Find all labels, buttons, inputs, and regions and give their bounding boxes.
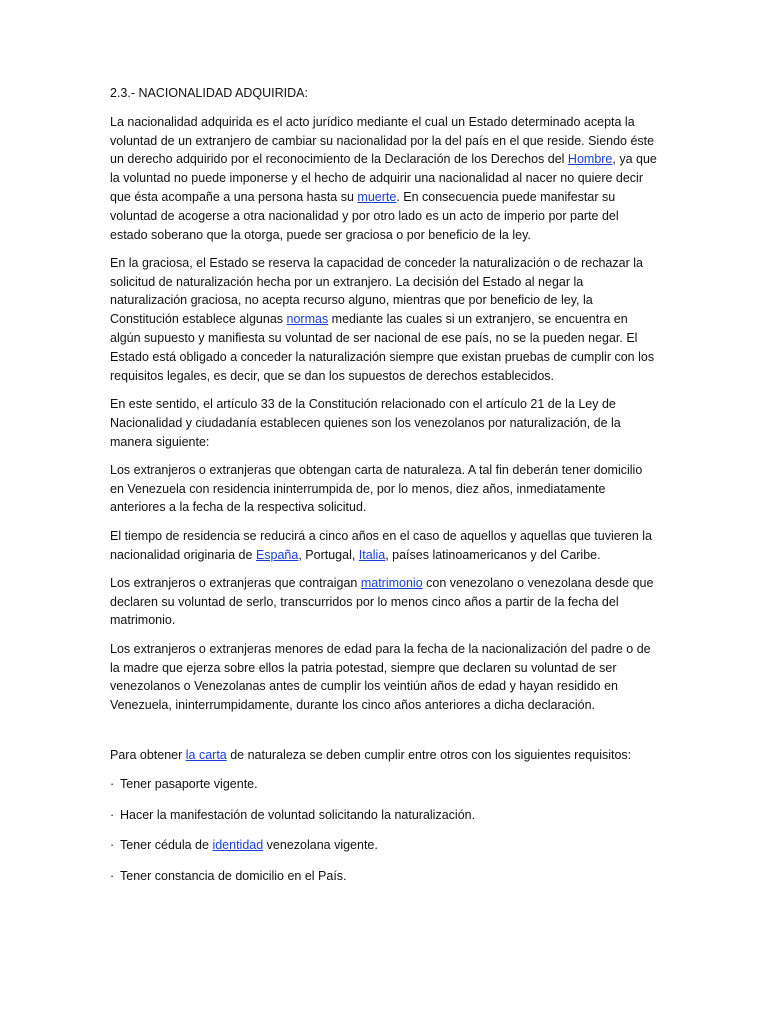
section-heading: 2.3.- NACIONALIDAD ADQUIRIDA: — [110, 86, 308, 100]
bullet-item — [110, 775, 658, 794]
bullet-text: venezolana vigente. — [263, 838, 378, 853]
paragraph-text: , Portugal, — [298, 547, 359, 562]
link-muerte[interactable]: muerte — [357, 189, 397, 204]
bullet-item — [110, 867, 658, 886]
paragraph-articulo-33: En este sentido, el artículo 33 de la Constitución relacionado con el artículo 21 de la Ley de Nacionalidad y ciudadanía establecen quienes son los venezolanos por naturalización, de la manera siguiente: — [110, 396, 621, 449]
bullet-dot-icon: · — [110, 807, 115, 822]
paragraph-graciosa — [110, 254, 658, 386]
paragraph-menores-de-edad: Los extranjeros o extranjeras menores de edad para la fecha de la nacionalización del padre o de la madre que ejerza sobre ellos la patria potestad, siempre que declaren su voluntad de ser venezolanos o Venezolanas antes de cumplir los veintiún años de edad y hayan residido en Venezuela, ininterrumpidamente, durante los cinco años anteriores a dicha declaración. — [110, 641, 651, 713]
bullet-dot-icon: · — [110, 869, 115, 884]
paragraph-text: , países latinoamericanos y del Caribe. — [385, 547, 601, 562]
link-la-carta[interactable]: la carta — [185, 748, 227, 763]
link-espana[interactable]: España — [255, 547, 299, 562]
document-page — [110, 84, 658, 898]
blank-line — [110, 724, 658, 746]
link-identidad[interactable]: identidad — [212, 838, 264, 853]
paragraph-text: mediante las cuales si un extranjero, se encuentra en algún supuesto y manifiesta su voluntad de ser nacional de ese país, no se la pueden negar. El Estado está obligado a conceder la naturalización siempre que existan pruebas de cumplir con los requisitos legales, es decir, que se dan los supuestos de derechos establecidos. — [110, 312, 655, 383]
paragraph-text: En la graciosa, el Estado se reserva la capacidad de conceder la naturalización o de rechazar la solicitud de naturalización hecha por un extranjero. La decisión del Estado al negar la naturalización graciosa, no acepta recurso alguno, mientras que por beneficio de ley, la Constitución establece algunas — [110, 255, 643, 327]
bullet-item — [110, 806, 658, 825]
paragraph-carta-naturaleza: Los extranjeros o extranjeras que obtengan carta de naturaleza. A tal fin deberán tener domicilio en Venezuela con residencia ininterrumpida de, por lo menos, diez años, inmediatamente anteriores a la fecha de la respectiva solicitud. — [110, 462, 643, 515]
paragraph-matrimonio — [110, 574, 658, 630]
link-italia[interactable]: Italia — [358, 547, 386, 562]
paragraph-tiempo-residencia — [110, 527, 658, 565]
paragraph-text: El tiempo de residencia se reducirá a cinco años en el caso de aquellos y aquellas que tuvieren la nacionalidad originaria de — [110, 528, 652, 562]
bullet-text: Tener cédula de — [120, 838, 213, 853]
paragraph-requisitos-intro — [110, 746, 658, 765]
bullet-dot-icon: · — [110, 838, 115, 853]
bullet-item — [110, 836, 658, 855]
paragraph-text: Para obtener — [110, 748, 186, 763]
paragraph-text: de naturaleza se deben cumplir entre otros con los siguientes requisitos: — [226, 748, 632, 763]
link-normas[interactable]: normas — [286, 312, 329, 327]
link-hombre[interactable]: Hombre — [567, 152, 613, 167]
bullet-text: Tener constancia de domicilio en el País. — [120, 869, 347, 884]
paragraph-nacionalidad-adquirida — [110, 113, 658, 245]
paragraph-text: con venezolano o venezolana desde que declaren su voluntad de serlo, transcurridos por lo menos cinco años a partir de la fecha del matrimonio. — [110, 575, 654, 628]
paragraph-text: La nacionalidad adquirida es el acto jurídico mediante el cual un Estado determinado acepta la voluntad de un extranjero de cambiar su nacionalidad por la del país en el que reside. Siendo éste un derecho adquirido por el reconocimiento de la Declaración de los Derechos del — [110, 114, 655, 167]
paragraph-text: Los extranjeros o extranjeras que contraigan — [110, 575, 361, 590]
link-matrimonio[interactable]: matrimonio — [360, 575, 423, 590]
bullet-text: Hacer la manifestación de voluntad solicitando la naturalización. — [120, 807, 476, 822]
bullet-dot-icon: · — [110, 776, 115, 791]
paragraph-text: , ya que la voluntad no puede imponerse y el hecho de adquirir una nacionalidad al nacer no quiere decir que ésta acompañe a una persona hasta su — [110, 152, 657, 204]
bullet-text: Tener pasaporte vigente. — [120, 776, 258, 791]
paragraph-text: . En consecuencia puede manifestar su voluntad de acogerse a otra nacionalidad y por otro lado es un acto de imperio por parte del estado soberano que la otorga, puede ser graciosa o por beneficio de la ley. — [110, 189, 619, 242]
